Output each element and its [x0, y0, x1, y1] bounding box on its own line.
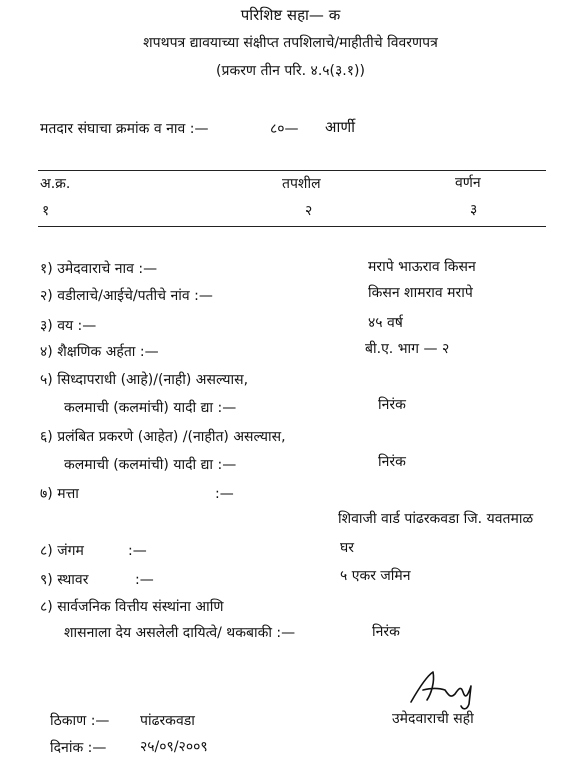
immovable-assets-value: ५ एकर जमिन: [340, 568, 411, 584]
criminal-record-value: निरंक: [378, 397, 406, 413]
signature-scribble: [405, 668, 485, 712]
immovable-assets-colon: :—: [135, 572, 154, 588]
place-label: ठिकाण :—: [50, 713, 110, 729]
education-value: बी.ए. भाग — २: [365, 341, 450, 357]
liabilities-label: ८) सार्वजनिक वित्तीय संस्थांना आणि: [40, 599, 224, 615]
education-label: ४) शैक्षणिक अर्हता :—: [40, 344, 159, 360]
column-number-3: ३: [470, 202, 478, 218]
assets-address: शिवाजी वार्ड पांढरकवडा जि. यवतमाळ: [338, 511, 534, 527]
assets-colon: :—: [215, 486, 234, 502]
age-value: ४५ वर्ष: [368, 315, 403, 331]
date-label: दिनांक :—: [50, 740, 107, 756]
candidate-name-label: १) उमेदवाराचे नाव :—: [40, 261, 158, 277]
assets-label: ७) मत्ता: [40, 486, 79, 502]
annexure-title: परिशिष्ट सहा— क: [240, 6, 341, 24]
candidate-name-value: मरापे भाऊराव किसन: [368, 259, 476, 275]
age-label: ३) वय :—: [40, 318, 97, 334]
column-header-serial: अ.क्र.: [40, 176, 71, 192]
constituency-name: आर्णी: [325, 118, 356, 136]
pending-sections-label: कलमाची (कलमांची) यादी द्या :—: [64, 457, 237, 473]
column-number-1: १: [42, 203, 50, 219]
liabilities-value: निरंक: [372, 624, 400, 640]
parent-name-label: २) वडीलाचे/आईचे/पतीचे नांव :—: [40, 288, 213, 304]
movable-assets-value: घर: [340, 540, 354, 556]
candidate-signature-label: उमेदवाराची सही: [392, 711, 474, 727]
constituency-number: ८०—: [270, 121, 299, 137]
criminal-sections-label: कलमाची (कलमांची) यादी द्या :—: [64, 400, 237, 416]
column-number-2: २: [305, 203, 313, 219]
pending-cases-value: निरंक: [378, 454, 406, 470]
form-subtitle: शपथपत्र द्यावयाच्या संक्षीप्त तपशिलाचे/माहीतीचे विवरणपत्र: [143, 35, 438, 51]
column-header-details: तपशील: [282, 176, 321, 192]
parent-name-value: किसन शामराव मरापे: [368, 285, 473, 301]
table-top-rule: [38, 170, 546, 171]
table-bottom-rule: [38, 226, 546, 227]
chapter-reference: (प्रकरण तीन परि. ४.५(३.१)): [216, 63, 365, 79]
constituency-label: मतदार संघाचा क्रमांक व नाव :—: [40, 121, 209, 137]
movable-assets-colon: :—: [128, 543, 147, 559]
liabilities-dues-label: शासनाला देय असलेली दायित्वे/ थकबाकी :—: [64, 625, 296, 641]
pending-cases-label: ६) प्रलंबित प्रकरणे (आहेत) /(नाहीत) असल्यास,: [40, 429, 286, 445]
criminal-record-label: ५) सिध्दापराधी (आहे)/(नाही) असल्यास,: [40, 372, 249, 388]
place-value: पांढरकवडा: [140, 713, 195, 729]
movable-assets-label: ८) जंगम: [40, 543, 84, 559]
date-value: २५/०९/२००९: [140, 739, 208, 755]
column-header-description: वर्णन: [455, 175, 481, 191]
immovable-assets-label: ९) स्थावर: [40, 572, 89, 588]
